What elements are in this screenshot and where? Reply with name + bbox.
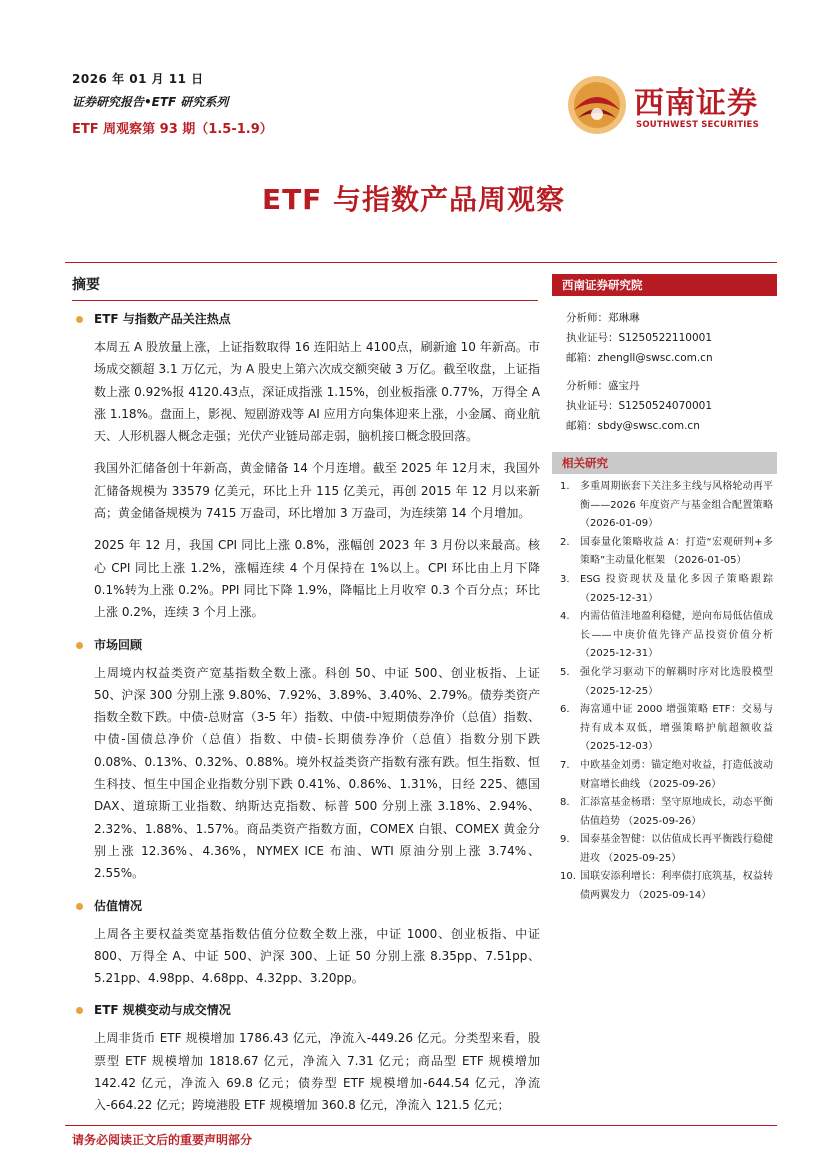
related-item[interactable]: 7. 中欧基金刘勇：锚定绝对收益，打造低波动财富增长曲线 （2025-09-26） xyxy=(560,759,773,790)
related-item[interactable]: 4. 内需估值洼地盈利稳健，逆向布局低估值成长——中庚价值先锋产品投资价值分析 （2025-12-31） xyxy=(560,611,773,660)
abstract-divider xyxy=(72,300,538,301)
paragraph: 2025 年 12 月，我国 CPI 同比上涨 0.8%，涨幅创 2023 年 3 月份以来最高。核心 CPI 同比上涨 1.2%，涨幅连续 4 个月保持在 1%以上。CPI 环比由上月下降 0.1%转为上涨 0.2%。PPI 同比下降 1.9%，降幅比上月收窄 0.3 个百分点；环比上涨 0.2%，连续 3 个月上涨。 xyxy=(94,538,540,620)
footer-disclaimer: 请务必阅读正文后的重要声明部分 xyxy=(72,1133,253,1147)
section-heading-market-review: 市场回顾 xyxy=(72,634,540,656)
section-heading-etf-flows: ETF 规模变动与成交情况 xyxy=(72,999,540,1021)
paragraph: 我国外汇储备创十年新高，黄金储备 14 个月连增。截至 2025 年 12月末，我国外汇储备规模为 33579 亿美元，环比上升 115 亿美元，再创 2015 年 12 月以来新高；黄金储备规模为 7415 万盎司，环比增加 3 万盎司，为连续第 14 个月增加。 xyxy=(94,461,540,521)
logo-subtitle: SOUTHWEST SECURITIES xyxy=(636,120,759,130)
analyst-card xyxy=(552,308,777,368)
paragraph: 上周各主要权益类宽基指数估值分位数全数上涨，中证 1000、创业板指、中证 800、万得全 A、中证 500、沪深 300、上证 50 分别上涨 8.35pp、7.51pp、5.21pp、4.98pp、4.68pp、4.32pp、3.20pp。 xyxy=(94,926,540,986)
related-item[interactable]: 9. 国泰基金智健：以估值成长再平衡践行稳健进攻 （2025-09-25） xyxy=(560,834,773,864)
related-item[interactable]: 6. 海富通中证 2000 增强策略 ETF：交易与持有成本双低，增强策略护航超额收益 （2025-12-03） xyxy=(560,704,773,753)
related-research-header: 相关研究 xyxy=(552,452,777,474)
title-divider xyxy=(65,262,777,263)
analyst-email[interactable]: 邮箱：sbdy@swsc.com.cn xyxy=(566,420,700,432)
related-item[interactable]: 2. 国泰量化策略收益 A：打造“宏观研判+多策略”主动量化框架 （2026-01-05） xyxy=(560,536,773,567)
bullet-dot-icon xyxy=(76,642,83,649)
report-issue: ETF 周观察第 93 期（1.5-1.9） xyxy=(72,122,273,137)
analyst-cert: 执业证号：S1250524070001 xyxy=(566,400,713,412)
report-series: 证券研究报告•ETF 研究系列 xyxy=(72,95,229,109)
analyst-name: 分析师：盛宝丹 xyxy=(566,380,640,392)
logo-emblem-icon xyxy=(566,74,628,136)
section-heading-hotspots: ETF 与指数产品关注热点 xyxy=(72,308,540,330)
report-header xyxy=(72,70,273,137)
sidebar-institute-header: 西南证券研究院 xyxy=(552,274,777,296)
related-item[interactable]: 1. 多重周期嵌套下关注多主线与风格轮动再平衡——2026 年度资产与基金组合配置策略 （2026-01-09） xyxy=(560,481,773,530)
paragraph: 本周五 A 股放量上涨，上证指数取得 16 连阳站上 4100点，刷新逾 10 年新高。市场成交额超 3.1 万亿元，为 A 股史上第六次成交额突破 3 万亿。截至收盘，上证指数上涨 0.92%报 4120.43点，深证成指涨 1.15%，创业板指涨 0.77%，万得全 A 涨 1.18%。盘面上，影视、短剧游戏等 AI 应用方向集体迎来上涨，小金属、商业航天、人形机器人概念走强；光伏产业链局部走弱，脑机接口概念股回落。 xyxy=(94,340,540,444)
related-research-list xyxy=(552,478,777,906)
related-item[interactable]: 5. 强化学习驱动下的解耦时序对比选股模型 （2025-12-25） xyxy=(560,666,773,697)
related-item[interactable]: 10. 国联安添利增长：利率债打底筑基，权益转债两翼发力 （2025-09-14） xyxy=(560,871,773,902)
analyst-card xyxy=(552,376,777,436)
logo-name: 西南证券 xyxy=(634,86,758,121)
bullet-dot-icon xyxy=(76,903,83,910)
company-logo xyxy=(566,74,766,136)
bullet-dot-icon xyxy=(76,316,83,323)
sidebar xyxy=(552,274,777,906)
related-item[interactable]: 8. 汇添富基金杨瑨：坚守原地成长，动态平衡估值趋势 （2025-09-26） xyxy=(560,797,773,827)
bullet-dot-icon xyxy=(76,1007,83,1014)
footer-divider xyxy=(65,1125,777,1126)
section-heading-valuation: 估值情况 xyxy=(72,895,540,917)
analyst-cert: 执业证号：S1250522110001 xyxy=(566,332,713,344)
report-date: 2026 年 01 月 11 日 xyxy=(72,72,204,86)
analyst-name: 分析师：郑琳琳 xyxy=(566,312,640,324)
main-content xyxy=(72,274,540,1117)
abstract-title: 摘要 xyxy=(72,277,100,293)
paragraph: 上周境内权益类资产宽基指数全数上涨。科创 50、中证 500、创业板指、上证 50、沪深 300 分别上涨 9.80%、7.92%、3.89%、3.40%、2.79%。债券类资产指数全数下跌。中债-总财富（3-5 年）指数、中债-中短期债券净价（总值）指数、中债-国债总净价（总值）指数、中债-长期债券净价（总值）指数分别下跌 0.08%、0.13%、0.32%、0.88%。境外权益类资产指数有涨有跌。恒生指数、恒生科技、恒生中国企业指数分别下跌 0.41%、0.86%、1.31%，日经 225、德国 DAX、道琼斯工业指数、纳斯达克指数、标普 500 分别上涨 3.18%、2.94%、2.32%、1.88%、1.57%。商品类资产指数方面，COMEX 白银、COMEX 黄金分别上涨 12.36%、4.36%，NYMEX ICE 布油、WTI 原油分别上涨 3.74%、2.55%。 xyxy=(94,665,540,881)
page-title: ETF 与指数产品周观察 xyxy=(261,183,566,216)
paragraph: 上周非货币 ETF 规模增加 1786.43 亿元，净流入-449.26 亿元。分类型来看，股票型 ETF 规模增加 1818.67 亿元，净流入 7.31 亿元；商品型 ETF 规模增加 142.42 亿元，净流入 69.8 亿元；债券型 ETF 规模增加-644.54 亿元，净流入-664.22 亿元；跨境港股 ETF 规模增加 360.8 亿元，净流入 121.5 亿元； xyxy=(94,1031,540,1113)
related-item[interactable]: 3. ESG 投资现状及量化多因子策略跟踪 （2025-12-31） xyxy=(560,573,773,604)
analyst-email[interactable]: 邮箱：zhengll@swsc.com.cn xyxy=(566,352,713,364)
